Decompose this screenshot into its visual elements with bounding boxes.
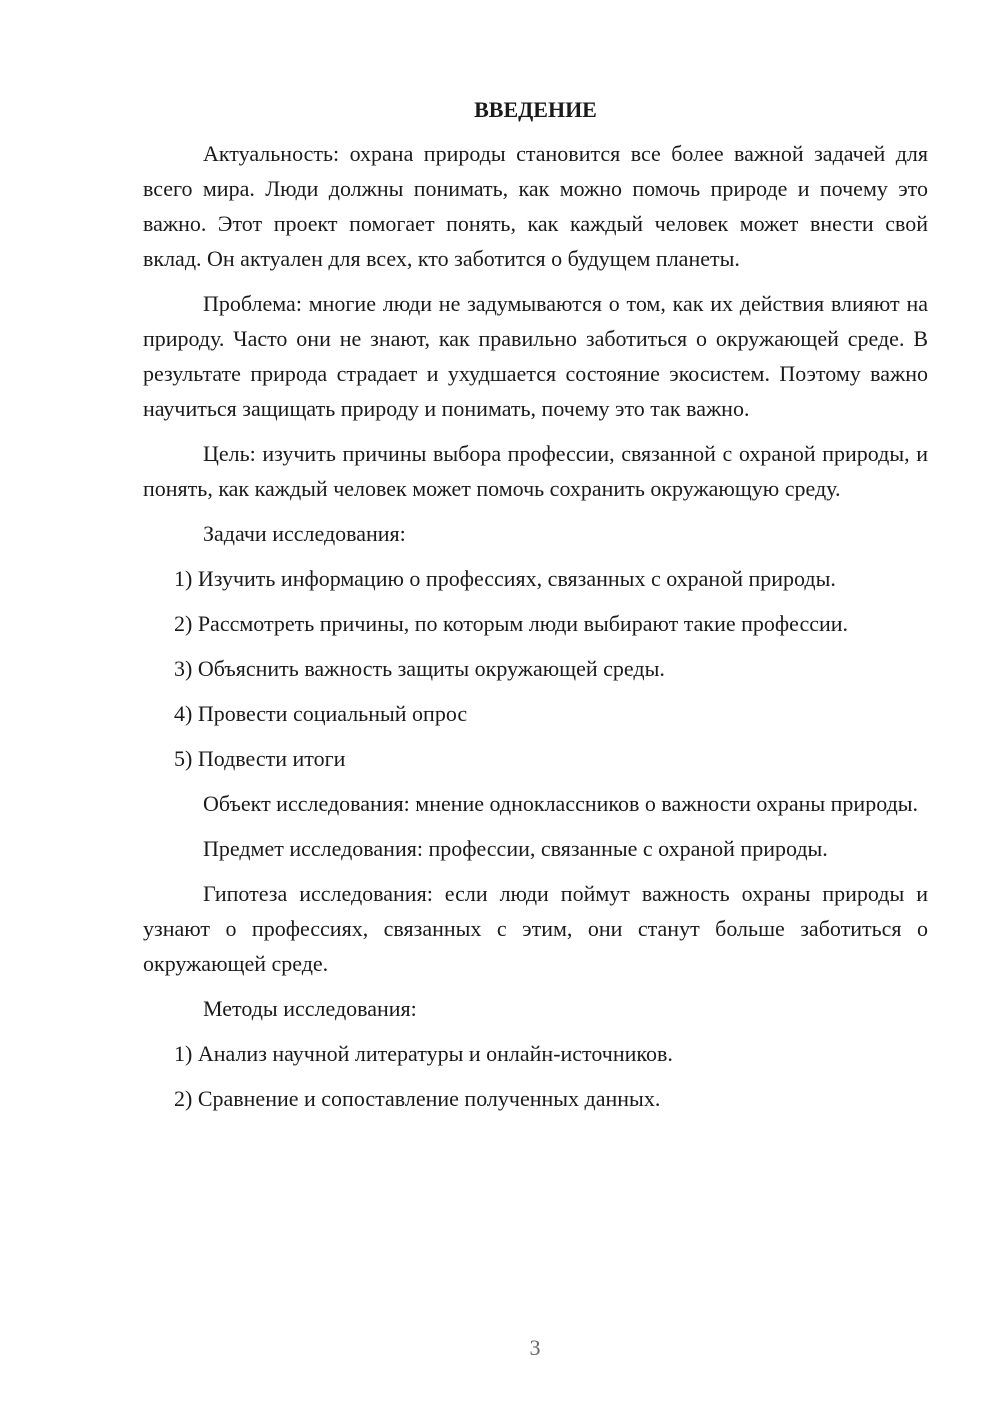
relevance-paragraph: Актуальность: охрана природы становится все более важной задачей для всего мира. Люди должны понимать, как можно помочь природе и почему это важно. Этот проект помогает понять, как каждый человек может внести свой вклад. Он актуален для всех, кто заботится о будущем планеты. (143, 141, 928, 271)
problem-paragraph: Проблема: многие люди не задумываются о том, как их действия влияют на природу. Часто они не знают, как правильно заботиться о окружающей среде. В результате природа страдает и ухудшается состояние экосистем. Поэтому важно научиться защищать природу и понимать, почему это так важно. (143, 291, 928, 421)
tasks-heading: Задачи исследования: (203, 521, 406, 546)
task-item: 3) Объяснить важность защиты окружающей среды. (174, 656, 665, 681)
hypothesis-paragraph: Гипотеза исследования: если люди поймут важность охраны природы и узнают о профессиях, связанных с этим, они станут больше заботиться о окружающей среде. (143, 881, 928, 976)
method-item: 2) Сравнение и сопоставление полученных данных. (174, 1086, 661, 1111)
task-item: 4) Провести социальный опрос (174, 701, 468, 726)
page-content (143, 92, 928, 1126)
task-item: 2) Рассмотреть причины, по которым люди выбирают такие профессии. (174, 611, 849, 636)
goal-paragraph: Цель: изучить причины выбора профессии, связанной с охраной природы, и понять, как каждый человек может помочь сохранить окружающую среду. (143, 441, 928, 501)
methods-heading: Методы исследования: (203, 996, 417, 1021)
page-number: 3 (529, 1335, 541, 1360)
object-paragraph: Объект исследования: мнение одноклассников о важности охраны природы. (203, 791, 919, 816)
task-item: 1) Изучить информацию о профессиях, связанных с охраной природы. (174, 566, 836, 591)
task-item: 5) Подвести итоги (174, 746, 346, 771)
method-item: 1) Анализ научной литературы и онлайн-источников. (174, 1041, 673, 1066)
subject-paragraph: Предмет исследования: профессии, связанные с охраной природы. (203, 836, 828, 861)
section-title: ВВЕДЕНИЕ (474, 97, 597, 122)
